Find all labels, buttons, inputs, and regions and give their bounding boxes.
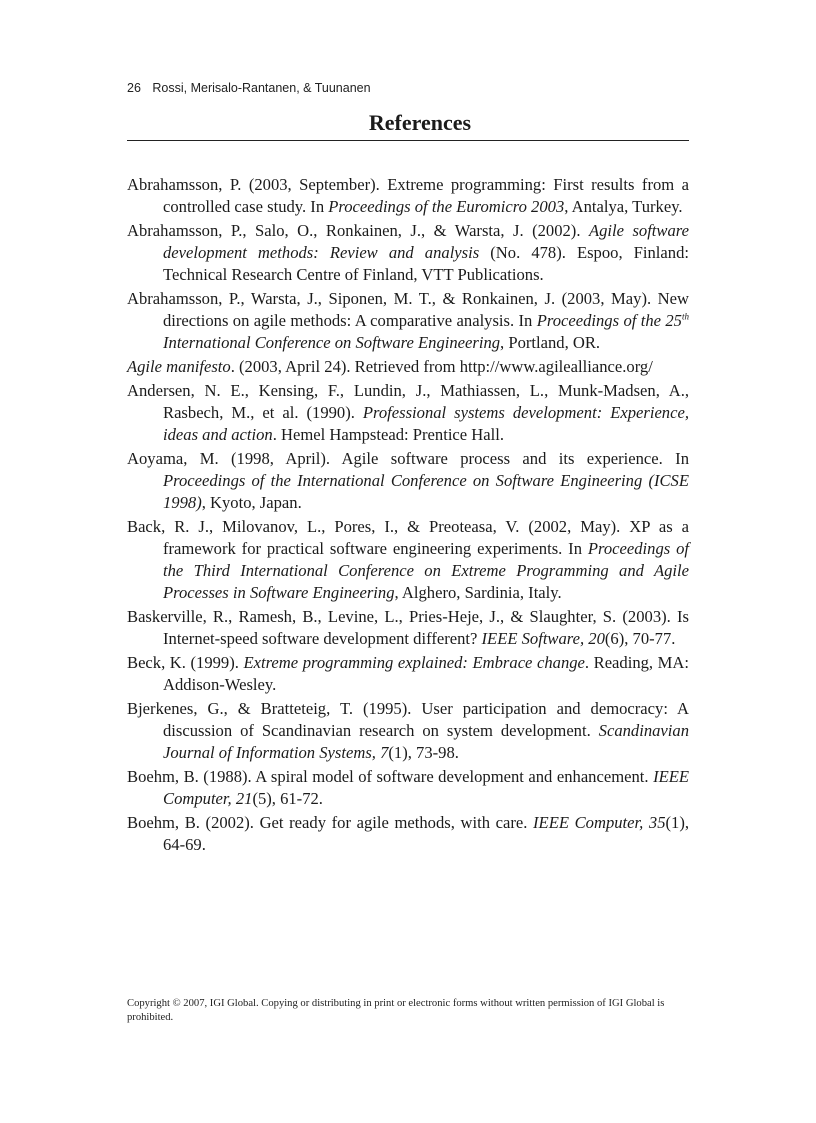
- reference-text: Bjerkenes, G., & Bratteteig, T. (1995). User participation and democracy: A discussion of Scandinavian research on system development.: [127, 699, 689, 740]
- reference-italic-text: Agile manifesto: [127, 357, 231, 376]
- reference-text: (No. 478). Espoo, Finland: Technical Research Centre of Finland, VTT Publications.: [163, 243, 689, 284]
- running-head-authors: Rossi, Merisalo-Rantanen, & Tuunanen: [152, 81, 371, 95]
- reference-italic-text: International Conference on Software Engineering: [163, 333, 501, 352]
- reference-entry: [127, 698, 689, 764]
- reference-text: Baskerville, R., Ramesh, B., Levine, L., Pries-Heje, J., & Slaughter, S. (2003). Is Internet-speed software development different?: [127, 607, 689, 648]
- reference-text: Boehm, B. (2002). Get ready for agile methods, with care.: [127, 813, 534, 832]
- reference-text: (1), 64-69.: [163, 813, 689, 854]
- reference-italic-text: Proceedings of the Euromicro 2003: [328, 197, 565, 216]
- reference-italic-text: Proceedings of the 25: [536, 311, 682, 330]
- reference-entry: [127, 174, 689, 218]
- reference-italic-text: Extreme programming explained: Embrace change: [243, 653, 585, 672]
- reference-text: , Portland, OR.: [500, 333, 601, 352]
- reference-entry: [127, 220, 689, 286]
- reference-italic-text: Proceedings of the International Conference on Software Engineering (ICSE 1998): [163, 471, 689, 512]
- reference-text: Abrahamsson, P., Warsta, J., Siponen, M. T., & Ronkainen, J. (2003, May). New directions on agile methods: A comparative analysis. In: [127, 289, 689, 330]
- reference-text: (5), 61-72.: [252, 789, 323, 808]
- reference-text: , Alghero, Sardinia, Italy.: [394, 583, 562, 602]
- page-number: 26: [127, 81, 141, 95]
- reference-entry: [127, 356, 689, 378]
- section-title: References: [368, 110, 472, 135]
- reference-entry: [127, 448, 689, 514]
- reference-text: , Kyoto, Japan.: [201, 493, 302, 512]
- running-head: [127, 78, 689, 98]
- reference-entry: [127, 812, 689, 856]
- reference-text: (1), 73-98.: [388, 743, 459, 762]
- reference-list: [127, 174, 689, 856]
- reference-italic-text: IEEE Computer, 21: [163, 767, 689, 808]
- reference-entry: [127, 652, 689, 696]
- reference-text: . (2003, April 24). Retrieved from http://www.agilealliance.org/: [230, 357, 653, 376]
- reference-italic-text: Agile software development methods: Review and analysis: [163, 221, 689, 262]
- reference-text: Beck, K. (1999).: [127, 653, 244, 672]
- reference-entry: [127, 606, 689, 650]
- reference-text: Boehm, B. (1988). A spiral model of software development and enhancement.: [127, 767, 654, 786]
- reference-text: Aoyama, M. (1998, April). Agile software process and its experience. In: [127, 449, 689, 468]
- reference-text: Back, R. J., Milovanov, L., Pores, I., & Preoteasa, V. (2002, May). XP as a framework for practical software engineering experiments. In: [127, 517, 689, 558]
- page-content: [127, 78, 689, 858]
- title-rule: [127, 140, 689, 141]
- reference-text: , Antalya, Turkey.: [564, 197, 683, 216]
- reference-entry: [127, 288, 689, 354]
- reference-entry: [127, 766, 689, 810]
- reference-italic-text: Proceedings of the Third International Conference on Extreme Programming and Agile Processes in Software Engineering: [163, 539, 689, 602]
- reference-italic-text: IEEE Computer, 35: [533, 813, 666, 832]
- reference-italic-text: IEEE Software, 20: [481, 629, 605, 648]
- reference-italic-text: Scandinavian Journal of Information Systems, 7: [163, 721, 689, 762]
- reference-entry: [127, 380, 689, 446]
- reference-text: Abrahamsson, P. (2003, September). Extreme programming: First results from a controlled case study. In: [127, 175, 689, 216]
- reference-text: . Reading, MA: Addison-Wesley.: [163, 653, 689, 694]
- reference-text: (6), 70-77.: [604, 629, 676, 648]
- copyright-footer: Copyright © 2007, IGI Global. Copying or distributing in print or electronic forms without written permission of IGI Global is prohibited.: [127, 998, 665, 1023]
- reference-text: Abrahamsson, P., Salo, O., Ronkainen, J., & Warsta, J. (2002).: [127, 221, 589, 240]
- reference-italic-text: Professional systems development: Experience, ideas and action: [163, 403, 689, 444]
- reference-superscript: th: [681, 311, 689, 322]
- reference-text: Andersen, N. E., Kensing, F., Lundin, J., Mathiassen, L., Munk-Madsen, A., Rasbech, M., et al. (1990).: [127, 381, 689, 422]
- reference-entry: [127, 516, 689, 604]
- reference-text: . Hemel Hampstead: Prentice Hall.: [272, 425, 505, 444]
